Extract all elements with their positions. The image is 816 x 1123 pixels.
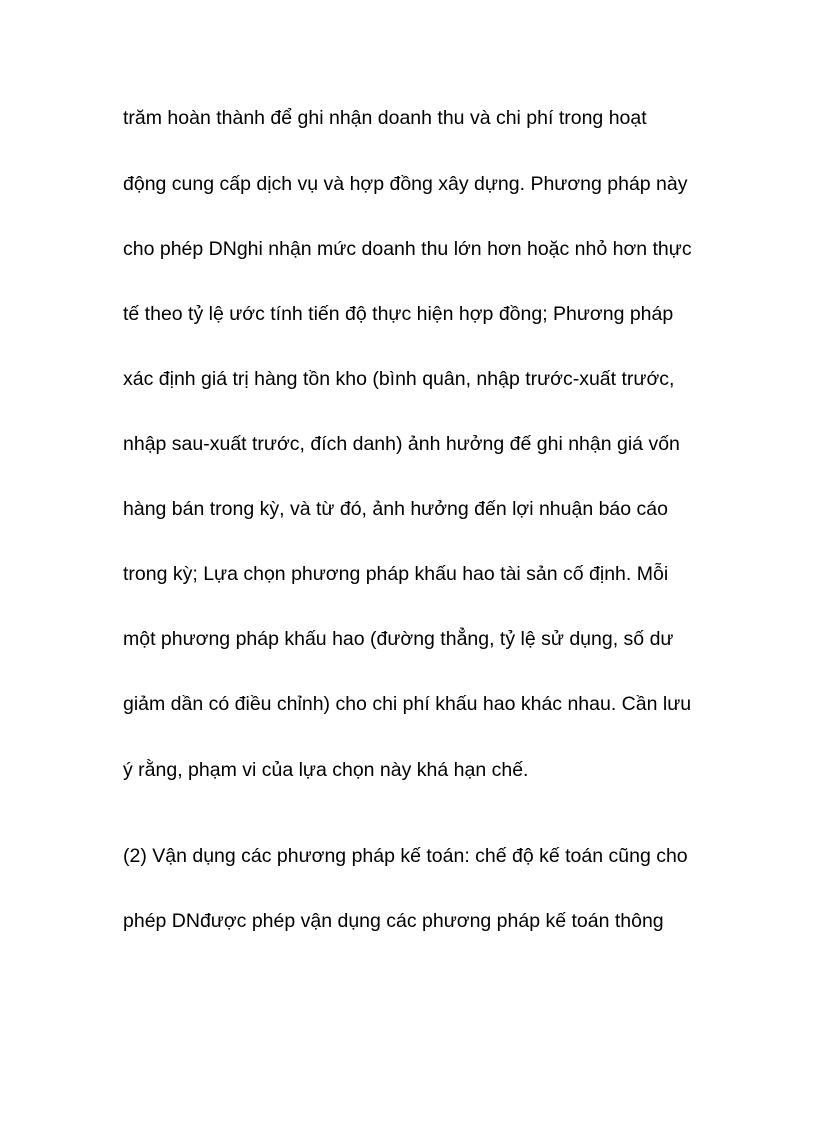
- body-text-line: hàng bán trong kỳ, và từ đó, ảnh hưởng đến lợi nhuận báo cáo: [123, 498, 668, 520]
- body-text-line: giảm dần có điều chỉnh) cho chi phí khấu hao khác nhau. Cần lưu: [123, 693, 692, 715]
- body-text-line: (2) Vận dụng các phương pháp kế toán: chế độ kế toán cũng cho: [123, 845, 688, 867]
- body-text-line: một phương pháp khấu hao (đường thẳng, tỷ lệ sử dụng, số dư: [123, 628, 674, 650]
- body-text-line: xác định giá trị hàng tồn kho (bình quân, nhập trước-xuất trước,: [123, 368, 675, 390]
- body-text-line: trăm hoàn thành để ghi nhận doanh thu và chi phí trong hoạt: [123, 107, 647, 129]
- body-text-line: động cung cấp dịch vụ và hợp đồng xây dựng. Phương pháp này: [123, 173, 688, 195]
- body-text-line: ý rằng, phạm vi của lựa chọn này khá hạn chế.: [123, 759, 529, 781]
- body-text-line: cho phép DNghi nhận mức doanh thu lớn hơn hoặc nhỏ hơn thực: [123, 238, 692, 260]
- body-text-line: nhập sau-xuất trước, đích danh) ảnh hưởng đế ghi nhận giá vốn: [123, 433, 680, 455]
- body-text-line: tế theo tỷ lệ ước tính tiến độ thực hiện hợp đồng; Phương pháp: [123, 303, 674, 325]
- body-text-line: phép DNđược phép vận dụng các phương pháp kế toán thông: [123, 910, 664, 932]
- body-text-line: trong kỳ; Lựa chọn phương pháp khấu hao tài sản cố định. Mỗi: [123, 563, 669, 585]
